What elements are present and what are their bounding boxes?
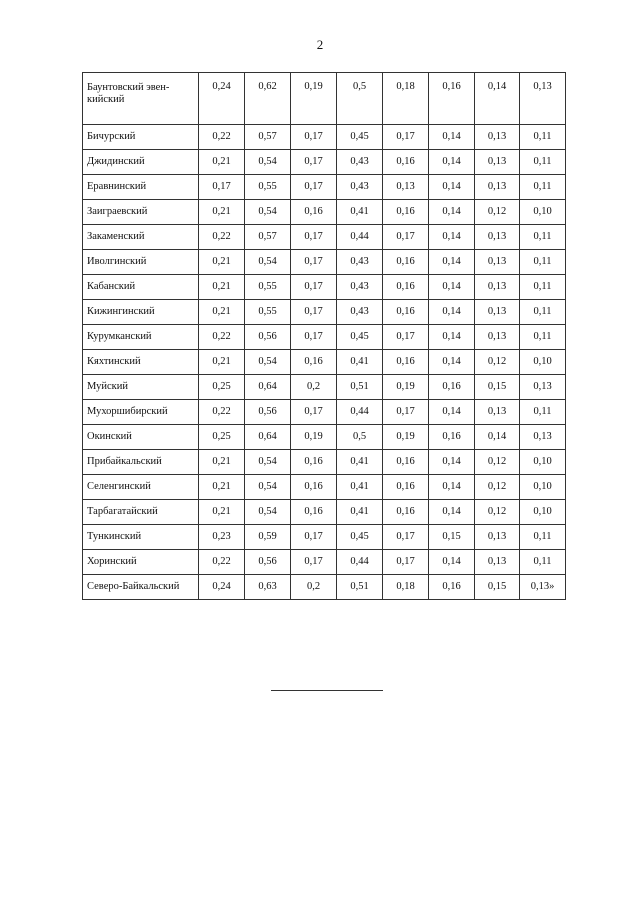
coefficient-cell: 0,17 xyxy=(199,175,245,200)
table-row xyxy=(83,175,566,200)
coefficient-cell: 0,15 xyxy=(475,375,520,400)
coefficient-cell: 0,15 xyxy=(475,575,520,600)
coefficient-cell: 0,18 xyxy=(383,73,429,125)
coefficient-cell: 0,17 xyxy=(383,525,429,550)
coefficient-cell: 0,11 xyxy=(520,150,566,175)
table-row xyxy=(83,325,566,350)
coefficient-cell: 0,12 xyxy=(475,200,520,225)
coefficient-cell: 0,22 xyxy=(199,400,245,425)
coefficient-cell: 0,21 xyxy=(199,275,245,300)
district-name-cell: Кабанский xyxy=(83,275,199,300)
coefficient-cell: 0,19 xyxy=(383,425,429,450)
coefficient-cell: 0,10 xyxy=(520,350,566,375)
coefficient-cell: 0,15 xyxy=(429,525,475,550)
coefficient-cell: 0,19 xyxy=(291,425,337,450)
coefficient-cell: 0,13 xyxy=(475,275,520,300)
coefficient-cell: 0,13 xyxy=(383,175,429,200)
coefficient-cell: 0,13» xyxy=(520,575,566,600)
table-row xyxy=(83,525,566,550)
coefficient-cell: 0,56 xyxy=(245,325,291,350)
coefficient-cell: 0,64 xyxy=(245,425,291,450)
coefficient-cell: 0,14 xyxy=(429,350,475,375)
table-row xyxy=(83,350,566,375)
coefficient-cell: 0,11 xyxy=(520,325,566,350)
coefficient-cell: 0,13 xyxy=(520,425,566,450)
coefficient-cell: 0,41 xyxy=(337,450,383,475)
coefficient-cell: 0,11 xyxy=(520,550,566,575)
coefficient-cell: 0,16 xyxy=(383,475,429,500)
district-name-cell: Окинский xyxy=(83,425,199,450)
coefficient-cell: 0,54 xyxy=(245,450,291,475)
coefficient-cell: 0,57 xyxy=(245,225,291,250)
coefficient-cell: 0,17 xyxy=(383,125,429,150)
district-name-cell: Еравнинский xyxy=(83,175,199,200)
coefficient-cell: 0,22 xyxy=(199,125,245,150)
coefficient-cell: 0,16 xyxy=(291,475,337,500)
coefficient-cell: 0,16 xyxy=(383,275,429,300)
coefficient-cell: 0,57 xyxy=(245,125,291,150)
coefficient-cell: 0,14 xyxy=(429,225,475,250)
coefficient-cell: 0,62 xyxy=(245,73,291,125)
coefficient-cell: 0,5 xyxy=(337,425,383,450)
coefficient-cell: 0,59 xyxy=(245,525,291,550)
district-name-cell: Баунтовский эвен-кийский xyxy=(83,73,199,125)
coefficient-cell: 0,14 xyxy=(429,175,475,200)
table-row xyxy=(83,575,566,600)
coefficient-cell: 0,17 xyxy=(291,275,337,300)
coefficient-cell: 0,14 xyxy=(429,325,475,350)
district-name-cell: Северо-Байкальский xyxy=(83,575,199,600)
coefficient-cell: 0,55 xyxy=(245,275,291,300)
district-name-cell: Муйский xyxy=(83,375,199,400)
coefficient-cell: 0,16 xyxy=(383,150,429,175)
coefficient-cell: 0,13 xyxy=(475,125,520,150)
coefficient-cell: 0,19 xyxy=(291,73,337,125)
coefficient-cell: 0,22 xyxy=(199,325,245,350)
district-name-cell: Селенгинский xyxy=(83,475,199,500)
coefficient-cell: 0,11 xyxy=(520,250,566,275)
coefficient-cell: 0,16 xyxy=(383,200,429,225)
coefficient-cell: 0,21 xyxy=(199,500,245,525)
coefficient-cell: 0,13 xyxy=(475,325,520,350)
coefficient-cell: 0,17 xyxy=(291,125,337,150)
coefficient-cell: 0,43 xyxy=(337,275,383,300)
coefficient-cell: 0,11 xyxy=(520,275,566,300)
coefficient-cell: 0,25 xyxy=(199,425,245,450)
coefficient-cell: 0,54 xyxy=(245,500,291,525)
coefficient-cell: 0,11 xyxy=(520,400,566,425)
coefficient-cell: 0,10 xyxy=(520,475,566,500)
coefficient-cell: 0,12 xyxy=(475,450,520,475)
coefficient-cell: 0,16 xyxy=(383,250,429,275)
table-row xyxy=(83,150,566,175)
coefficient-cell: 0,17 xyxy=(291,525,337,550)
coefficient-cell: 0,41 xyxy=(337,500,383,525)
coefficient-cell: 0,13 xyxy=(475,300,520,325)
coefficient-cell: 0,63 xyxy=(245,575,291,600)
coefficient-cell: 0,44 xyxy=(337,225,383,250)
coefficient-cell: 0,13 xyxy=(475,400,520,425)
coefficient-cell: 0,17 xyxy=(291,225,337,250)
coefficient-cell: 0,17 xyxy=(291,250,337,275)
coefficient-cell: 0,55 xyxy=(245,300,291,325)
table-row xyxy=(83,275,566,300)
coefficient-cell: 0,64 xyxy=(245,375,291,400)
district-name-cell: Иволгинский xyxy=(83,250,199,275)
coefficient-cell: 0,17 xyxy=(383,550,429,575)
coefficient-cell: 0,23 xyxy=(199,525,245,550)
coefficient-cell: 0,13 xyxy=(475,550,520,575)
coefficient-cell: 0,22 xyxy=(199,225,245,250)
district-name-cell: Бичурский xyxy=(83,125,199,150)
coefficient-cell: 0,45 xyxy=(337,125,383,150)
coefficient-cell: 0,12 xyxy=(475,475,520,500)
coefficient-cell: 0,55 xyxy=(245,175,291,200)
table-row xyxy=(83,250,566,275)
coefficient-cell: 0,13 xyxy=(475,525,520,550)
coefficient-cell: 0,16 xyxy=(291,200,337,225)
table-row xyxy=(83,225,566,250)
coefficient-cell: 0,11 xyxy=(520,225,566,250)
district-name-cell: Тункинский xyxy=(83,525,199,550)
coefficient-cell: 0,17 xyxy=(291,300,337,325)
coefficient-cell: 0,16 xyxy=(383,300,429,325)
coefficient-cell: 0,13 xyxy=(475,250,520,275)
coefficient-cell: 0,10 xyxy=(520,500,566,525)
coefficient-cell: 0,14 xyxy=(429,475,475,500)
coefficient-cell: 0,2 xyxy=(291,375,337,400)
table-row xyxy=(83,400,566,425)
district-name-cell: Хоринский xyxy=(83,550,199,575)
coefficient-cell: 0,54 xyxy=(245,350,291,375)
coefficient-cell: 0,24 xyxy=(199,575,245,600)
coefficient-cell: 0,51 xyxy=(337,575,383,600)
table-row xyxy=(83,500,566,525)
coefficient-cell: 0,13 xyxy=(475,150,520,175)
coefficient-cell: 0,21 xyxy=(199,450,245,475)
coefficient-cell: 0,11 xyxy=(520,300,566,325)
table-row xyxy=(83,375,566,400)
coefficient-cell: 0,11 xyxy=(520,125,566,150)
coefficient-cell: 0,17 xyxy=(291,400,337,425)
coefficient-cell: 0,10 xyxy=(520,200,566,225)
coefficient-cell: 0,2 xyxy=(291,575,337,600)
district-name-cell: Джидинский xyxy=(83,150,199,175)
district-name-cell: Тарбагатайский xyxy=(83,500,199,525)
coefficient-cell: 0,21 xyxy=(199,475,245,500)
coefficient-cell: 0,13 xyxy=(520,375,566,400)
coefficient-cell: 0,19 xyxy=(383,375,429,400)
coefficient-cell: 0,45 xyxy=(337,525,383,550)
coefficient-cell: 0,14 xyxy=(429,550,475,575)
coefficient-cell: 0,21 xyxy=(199,200,245,225)
coefficient-cell: 0,14 xyxy=(475,73,520,125)
coefficient-cell: 0,14 xyxy=(429,200,475,225)
coefficient-cell: 0,16 xyxy=(291,350,337,375)
district-name-cell: Кижингинский xyxy=(83,300,199,325)
coefficient-cell: 0,14 xyxy=(475,425,520,450)
coefficient-cell: 0,16 xyxy=(429,73,475,125)
coefficient-cell: 0,14 xyxy=(429,450,475,475)
coefficient-cell: 0,24 xyxy=(199,73,245,125)
coefficient-cell: 0,16 xyxy=(383,500,429,525)
coefficient-cell: 0,44 xyxy=(337,550,383,575)
coefficient-cell: 0,14 xyxy=(429,250,475,275)
coefficient-cell: 0,54 xyxy=(245,475,291,500)
district-name-cell: Курумканский xyxy=(83,325,199,350)
district-name-cell: Прибайкальский xyxy=(83,450,199,475)
coefficient-cell: 0,11 xyxy=(520,525,566,550)
coefficient-cell: 0,56 xyxy=(245,550,291,575)
coefficient-cell: 0,16 xyxy=(383,450,429,475)
coefficient-cell: 0,43 xyxy=(337,300,383,325)
coefficient-cell: 0,45 xyxy=(337,325,383,350)
table-row xyxy=(83,550,566,575)
coefficient-cell: 0,43 xyxy=(337,250,383,275)
coefficient-cell: 0,12 xyxy=(475,500,520,525)
table-row xyxy=(83,125,566,150)
coefficient-cell: 0,14 xyxy=(429,125,475,150)
coefficient-cell: 0,16 xyxy=(429,375,475,400)
coefficient-cell: 0,41 xyxy=(337,350,383,375)
coefficient-cell: 0,17 xyxy=(383,400,429,425)
district-name-cell: Закаменский xyxy=(83,225,199,250)
district-name-cell: Заиграевский xyxy=(83,200,199,225)
coefficient-cell: 0,17 xyxy=(291,175,337,200)
coefficient-cell: 0,54 xyxy=(245,150,291,175)
coefficient-cell: 0,13 xyxy=(475,175,520,200)
coefficient-cell: 0,13 xyxy=(475,225,520,250)
coefficient-cell: 0,14 xyxy=(429,300,475,325)
table-row xyxy=(83,73,566,125)
coefficient-cell: 0,21 xyxy=(199,350,245,375)
coefficient-cell: 0,21 xyxy=(199,250,245,275)
coefficient-cell: 0,21 xyxy=(199,150,245,175)
coefficient-cell: 0,56 xyxy=(245,400,291,425)
table-row xyxy=(83,475,566,500)
coefficient-cell: 0,43 xyxy=(337,175,383,200)
coefficient-cell: 0,54 xyxy=(245,200,291,225)
coefficient-cell: 0,18 xyxy=(383,575,429,600)
coefficient-cell: 0,17 xyxy=(383,325,429,350)
coefficient-cell: 0,17 xyxy=(291,550,337,575)
coefficient-cell: 0,16 xyxy=(383,350,429,375)
coefficient-cell: 0,16 xyxy=(291,450,337,475)
table-row xyxy=(83,200,566,225)
coefficient-cell: 0,41 xyxy=(337,200,383,225)
coefficient-cell: 0,16 xyxy=(291,500,337,525)
coefficient-cell: 0,14 xyxy=(429,275,475,300)
coefficient-cell: 0,54 xyxy=(245,250,291,275)
coefficient-cell: 0,11 xyxy=(520,175,566,200)
coefficient-cell: 0,17 xyxy=(383,225,429,250)
coefficient-cell: 0,10 xyxy=(520,450,566,475)
table-row xyxy=(83,450,566,475)
coefficient-cell: 0,17 xyxy=(291,325,337,350)
coefficient-cell: 0,21 xyxy=(199,300,245,325)
coefficient-cell: 0,51 xyxy=(337,375,383,400)
end-divider-line xyxy=(271,690,383,691)
coefficient-cell: 0,22 xyxy=(199,550,245,575)
page-number: 2 xyxy=(316,37,324,52)
coefficient-cell: 0,43 xyxy=(337,150,383,175)
coefficient-cell: 0,5 xyxy=(337,73,383,125)
table-row xyxy=(83,425,566,450)
coefficient-cell: 0,44 xyxy=(337,400,383,425)
district-name-cell: Кяхтинский xyxy=(83,350,199,375)
coefficient-cell: 0,12 xyxy=(475,350,520,375)
coefficient-cell: 0,16 xyxy=(429,425,475,450)
coefficient-cell: 0,41 xyxy=(337,475,383,500)
district-name-cell: Мухоршибирский xyxy=(83,400,199,425)
coefficient-cell: 0,14 xyxy=(429,150,475,175)
coefficient-cell: 0,16 xyxy=(429,575,475,600)
coefficient-cell: 0,14 xyxy=(429,400,475,425)
table-row xyxy=(83,300,566,325)
coefficient-cell: 0,13 xyxy=(520,73,566,125)
district-coefficients-table xyxy=(82,72,566,600)
coefficient-cell: 0,25 xyxy=(199,375,245,400)
coefficient-cell: 0,14 xyxy=(429,500,475,525)
coefficient-cell: 0,17 xyxy=(291,150,337,175)
